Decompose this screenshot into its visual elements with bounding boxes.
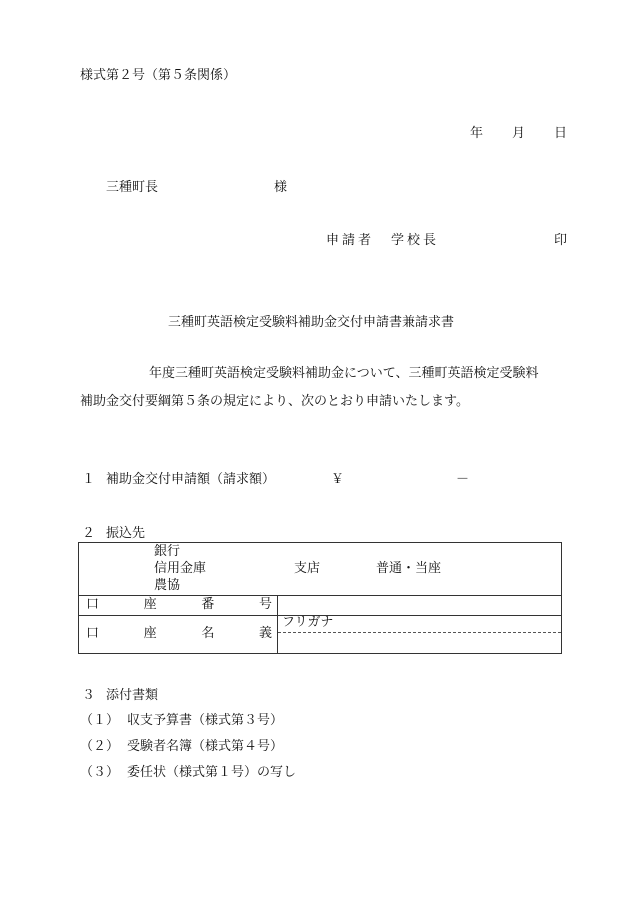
account-type-label: 普通・当座: [376, 561, 442, 576]
label-char: 名: [201, 626, 215, 641]
furigana-label: フリガナ: [282, 615, 334, 630]
label-char: 座: [143, 626, 157, 641]
applicant-role: 学校長: [391, 233, 440, 248]
attachment-2-number: （２）: [80, 739, 120, 754]
institution-bank: 銀行: [154, 544, 181, 559]
account-number-label: [86, 597, 272, 613]
label-char: 座: [143, 597, 157, 612]
section-3-number: ３: [82, 688, 96, 703]
section-1-label: 補助金交付申請額（請求額）: [106, 472, 276, 487]
label-char: 号: [258, 597, 272, 612]
label-char: 番: [201, 597, 215, 612]
date-day-label: 日: [554, 126, 568, 141]
account-name-label: [86, 626, 272, 642]
table-column-divider: [277, 595, 278, 653]
form-number: 様式第２号（第５条関係）: [80, 68, 237, 83]
document-title: 三種町英語検定受験料補助金交付申請書兼請求書: [168, 315, 455, 330]
yen-sign: ￥: [331, 472, 345, 487]
applicant-label: 申請者: [326, 233, 375, 248]
attachment-1-text: 収支予算書（様式第３号）: [127, 713, 284, 728]
section-1-number: １: [82, 472, 96, 487]
label-char: 口: [86, 626, 100, 641]
section-2-number: ２: [82, 526, 96, 541]
institution-agri-coop: 農協: [154, 578, 181, 593]
attachment-2-text: 受験者名簿（様式第４号）: [127, 739, 284, 754]
label-char: 義: [258, 626, 272, 641]
institution-credit-union: 信用金庫: [154, 561, 207, 576]
seal-mark: 印: [554, 233, 568, 248]
furigana-dashed-line: [278, 632, 561, 633]
addressee-honorific: 様: [274, 180, 288, 195]
label-char: 口: [86, 597, 100, 612]
branch-label: 支店: [294, 561, 321, 576]
date-month-label: 月: [512, 126, 526, 141]
attachment-3-text: 委任状（様式第１号）の写し: [127, 765, 297, 780]
addressee-name: 三種町長: [106, 180, 159, 195]
section-2-label: 振込先: [106, 526, 146, 541]
section-3-label: 添付書類: [106, 688, 159, 703]
body-line-1: 年度三種町英語検定受験料補助金について、三種町英語検定受験料: [149, 366, 539, 381]
attachment-3-number: （３）: [80, 765, 120, 780]
table-row-divider: [79, 595, 561, 596]
attachment-1-number: （１）: [80, 713, 120, 728]
date-year-label: 年: [470, 126, 484, 141]
amount-dash: －: [456, 472, 470, 487]
body-line-2: 補助金交付要綱第５条の規定により、次のとおり申請いたします。: [80, 394, 469, 409]
